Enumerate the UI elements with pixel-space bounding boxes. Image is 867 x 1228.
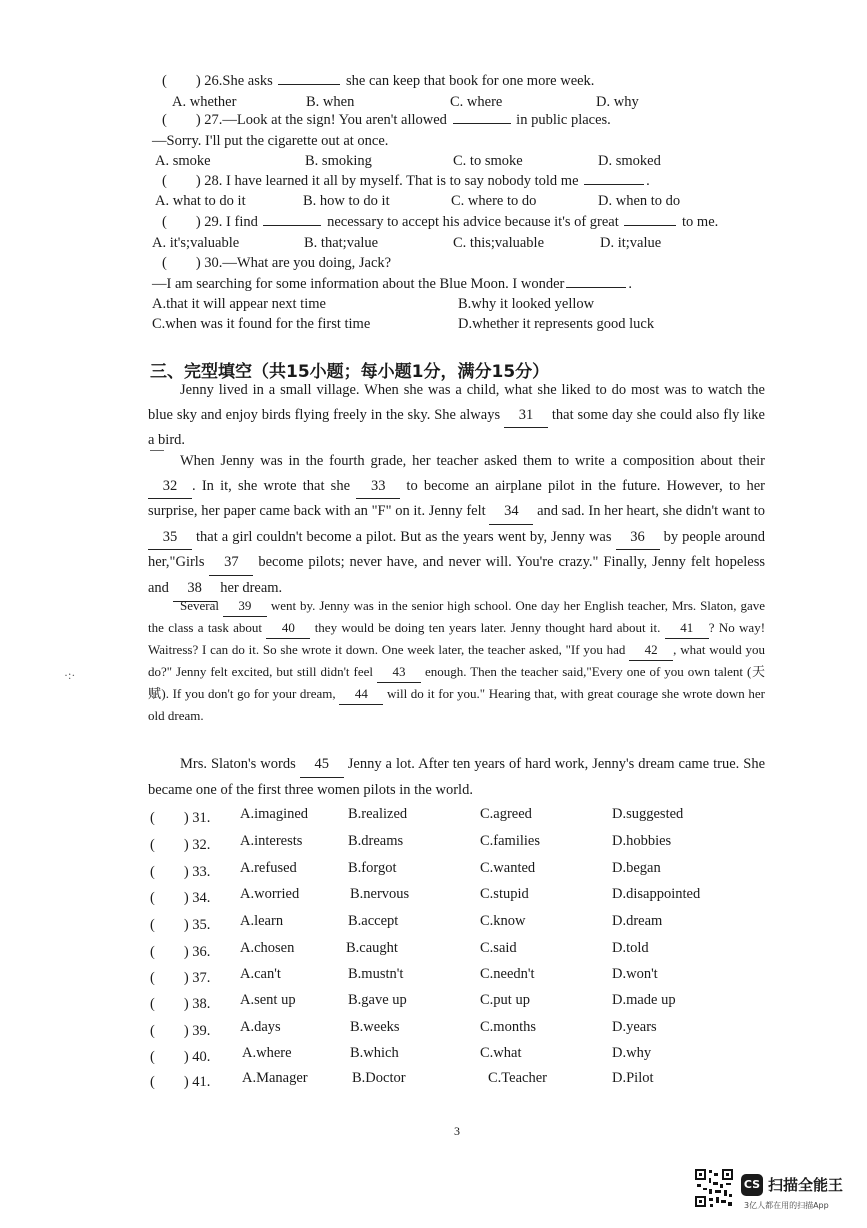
choice-d[interactable]: D.disappointed: [612, 886, 701, 902]
blank-36[interactable]: 36: [616, 525, 660, 551]
blank-44[interactable]: 44: [339, 683, 383, 705]
choice-b[interactable]: B.forgot: [348, 860, 397, 876]
choice-b[interactable]: B.realized: [348, 806, 408, 822]
choice-row: [150, 860, 770, 882]
choice-b[interactable]: B.which: [350, 1045, 399, 1061]
scanner-subtitle: 3亿人都在用的扫描App: [744, 1201, 829, 1210]
choice-c[interactable]: C.stupid: [480, 886, 529, 902]
blank-35[interactable]: 35: [148, 525, 192, 551]
choice-d[interactable]: D.began: [612, 860, 661, 876]
choice-row: [150, 940, 770, 962]
option-b: B. that;value: [304, 235, 379, 251]
choice-row: [150, 913, 770, 935]
choice-b[interactable]: B.caught: [346, 940, 398, 956]
option-a: A. smoke: [155, 153, 211, 169]
option-d: D. smoked: [598, 153, 661, 169]
choice-number: ( ) 34.: [150, 890, 211, 906]
question-28: ( ) 28. I have learned it all by myself. That is to say nobody told me .: [162, 173, 650, 189]
choice-c[interactable]: C.months: [480, 1019, 536, 1035]
choice-a[interactable]: A.can't: [240, 966, 281, 982]
choice-number: ( ) 37.: [150, 970, 211, 986]
choice-a[interactable]: A.worried: [240, 886, 300, 902]
choice-a[interactable]: A.sent up: [240, 992, 296, 1008]
option-a: A. whether: [172, 94, 237, 110]
choice-b[interactable]: B.Doctor: [352, 1070, 406, 1086]
blank-33[interactable]: 33: [356, 474, 400, 500]
choice-c[interactable]: C.put up: [480, 992, 530, 1008]
answer-blank[interactable]: [453, 123, 511, 124]
option-a: A.that it will appear next time: [152, 296, 326, 312]
choice-a[interactable]: A.refused: [240, 860, 297, 876]
choice-b[interactable]: B.gave up: [348, 992, 407, 1008]
choice-number: ( ) 40.: [150, 1049, 211, 1065]
option-d: D.whether it represents good luck: [458, 316, 655, 332]
choice-number: ( ) 36.: [150, 944, 211, 960]
question-30-reply: —I am searching for some information about the Blue Moon. I wonder .: [152, 276, 632, 292]
option-b: B. smoking: [305, 153, 372, 169]
answer-blank[interactable]: [278, 84, 340, 85]
choice-d[interactable]: D.told: [612, 940, 649, 956]
choice-number: ( ) 32.: [150, 837, 211, 853]
question-30: ( ) 30.—What are you doing, Jack?: [162, 255, 392, 271]
choice-d[interactable]: D.Pilot: [612, 1070, 654, 1086]
choice-c[interactable]: C.said: [480, 940, 517, 956]
passage-paragraph-4: Mrs. Slaton's words 45 Jenny a lot. After ten years of hard work, Jenny's dream came true. She became one of the first three women pilots in the world.: [148, 752, 765, 802]
choice-row: [150, 1019, 770, 1041]
choice-c[interactable]: C.wanted: [480, 860, 536, 876]
choice-d[interactable]: D.dream: [612, 913, 663, 929]
choice-d[interactable]: D.why: [612, 1045, 652, 1061]
option-d: D. it;value: [600, 235, 662, 251]
option-d: D. why: [596, 94, 639, 110]
choice-number: ( ) 35.: [150, 917, 211, 933]
choice-row: [150, 1045, 770, 1067]
option-a: A. it's;valuable: [152, 235, 240, 251]
choice-row: [150, 992, 770, 1014]
choice-row: [150, 833, 770, 855]
choice-number: ( ) 41.: [150, 1074, 211, 1090]
passage-paragraph-1: Jenny lived in a small village. When she was a child, what she liked to do most was to watch the blue sky and enjoy birds flying freely in the sky. She always 31 that some day she could also fly like a bird.: [148, 382, 765, 449]
choice-b[interactable]: B.dreams: [348, 833, 404, 849]
choice-c[interactable]: C.what: [480, 1045, 522, 1061]
option-b: B.why it looked yellow: [458, 296, 595, 312]
choice-d[interactable]: D.made up: [612, 992, 676, 1008]
option-b: B. how to do it: [303, 193, 390, 209]
choice-b[interactable]: B.mustn't: [348, 966, 404, 982]
page-number: 3: [454, 1124, 460, 1138]
option-d: D. when to do: [598, 193, 681, 209]
blank-38[interactable]: 38: [173, 576, 217, 602]
choice-a[interactable]: A.learn: [240, 913, 284, 929]
blank-37[interactable]: 37: [209, 550, 253, 576]
blank-45[interactable]: 45: [300, 752, 344, 778]
passage-paragraph-3: Several 39 went by. Jenny was in the senior high school. One day her English teacher, Mrs. Slaton, gave the class a task about 40 they would be doing ten years later. Jenny thought hard about it. 41 ? No way! Waitress? I can do it. So she wrote it down. One week later, the teacher asked, "If you had 42 , what would you do?" Jenny felt excited, but still didn't feel 43 enough. Then the teacher said,"Every one of you own talent (天赋). If you don't go for your dream, 44 will do it for you." Hearing that, with great courage she wrote down her old dream.: [148, 595, 765, 726]
option-c: C.when was it found for the first time: [152, 316, 371, 332]
choice-a[interactable]: A.where: [242, 1045, 292, 1061]
question-29: ( ) 29. I find necessary to accept his advice because it's of great to me.: [162, 214, 719, 230]
choice-a[interactable]: A.days: [240, 1019, 281, 1035]
choice-c[interactable]: C.Teacher: [488, 1070, 547, 1086]
passage-paragraph-2: When Jenny was in the fourth grade, her teacher asked them to write a composition about their 32 . In it, she wrote that she 33 to become an airplane pilot in the future. However, to her surprise, her paper came back with an "F" on it. Jenny felt 34 and sad. In her heart, she didn't want to 35 that a girl couldn't become a pilot. But as the years went by, Jenny was 36 by people around her,"Girls 37 become pilots; never have, and never will. You're crazy." Finally, Jenny felt hopeless and 38 her dream.: [148, 449, 765, 602]
choice-d[interactable]: D.hobbies: [612, 833, 672, 849]
option-c: C. this;valuable: [453, 235, 545, 251]
choice-d[interactable]: D.years: [612, 1019, 657, 1035]
choice-row: [150, 1070, 770, 1092]
choice-a[interactable]: A.imagined: [240, 806, 309, 822]
option-b: B. when: [306, 94, 355, 110]
blank-32[interactable]: 32: [148, 474, 192, 500]
choice-a[interactable]: A.interests: [240, 833, 303, 849]
blank-40[interactable]: 40: [266, 617, 310, 639]
blank-43[interactable]: 43: [377, 661, 421, 683]
choice-row: [150, 806, 770, 828]
choice-number: ( ) 31.: [150, 810, 211, 826]
question-27: ( ) 27.—Look at the sign! You aren't allowed in public places.: [162, 112, 611, 128]
choice-row: [150, 966, 770, 988]
option-c: C. to smoke: [453, 153, 523, 169]
margin-marks: ·:·: [64, 668, 76, 682]
answer-blank[interactable]: [584, 184, 644, 185]
qr-code-icon: [694, 1168, 734, 1208]
answer-blank[interactable]: [566, 287, 626, 288]
choice-c[interactable]: C.needn't: [480, 966, 535, 982]
choice-c[interactable]: C.agreed: [480, 806, 532, 822]
camscanner-logo: CS: [741, 1174, 763, 1196]
choice-b[interactable]: B.weeks: [350, 1019, 400, 1035]
section-title: 三、完型填空（共15小题；每小题1分，满分15分）: [150, 362, 550, 382]
answer-blank[interactable]: [263, 225, 321, 226]
choice-d[interactable]: D.suggested: [612, 806, 684, 822]
blank-39[interactable]: 39: [223, 595, 267, 617]
blank-31[interactable]: 31: [504, 403, 548, 429]
option-c: C. where: [450, 94, 503, 110]
blank-41[interactable]: 41: [665, 617, 709, 639]
scanner-title: 扫描全能王: [768, 1176, 844, 1194]
choice-number: ( ) 39.: [150, 1023, 211, 1039]
option-a: A. what to do it: [155, 193, 246, 209]
blank-34[interactable]: 34: [489, 499, 533, 525]
choice-a[interactable]: A.chosen: [240, 940, 295, 956]
choice-number: ( ) 33.: [150, 864, 211, 880]
choice-b[interactable]: B.nervous: [350, 886, 410, 902]
option-c: C. where to do: [451, 193, 537, 209]
choice-b[interactable]: B.accept: [348, 913, 399, 929]
question-27-reply: —Sorry. I'll put the cigarette out at once.: [152, 133, 389, 149]
choice-c[interactable]: C.know: [480, 913, 526, 929]
answer-blank-2[interactable]: [624, 225, 676, 226]
choice-a[interactable]: A.Manager: [242, 1070, 308, 1086]
choice-c[interactable]: C.families: [480, 833, 541, 849]
blank-42[interactable]: 42: [629, 639, 673, 661]
choice-number: ( ) 38.: [150, 996, 211, 1012]
question-26: ( ) 26.She asks she can keep that book for one more week.: [162, 73, 595, 89]
choice-d[interactable]: D.won't: [612, 966, 658, 982]
scanner-watermark: [694, 1168, 854, 1220]
choice-row: [150, 886, 770, 908]
